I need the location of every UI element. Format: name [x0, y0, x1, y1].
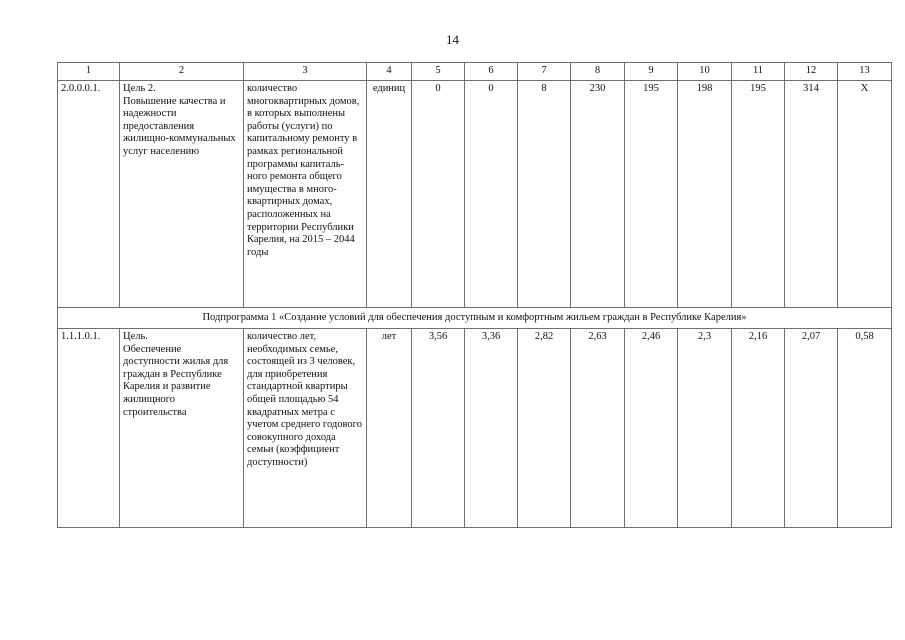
row-unit: единиц	[367, 81, 412, 308]
header-row	[58, 63, 892, 81]
header-cell: 9	[625, 63, 678, 81]
header-cell: 2	[120, 63, 244, 81]
row-goal: Цель. Обеспечение доступности жилья для граждан в Республике Карелия и развитие жилищного строительства	[120, 329, 244, 528]
header-cell: 4	[367, 63, 412, 81]
table-row	[58, 81, 892, 308]
header-cell: 8	[571, 63, 625, 81]
row-value: 0	[412, 81, 465, 308]
row-indicator: количество многоквартирных домов, в которых выполнены работы (услуги) по капитальному ремонту в рамках региональной программы капиталь-ного ремонта общего имущества в много-квартирных домах, расположенных на территории Республики Карелия, на 2015 – 2044 годы	[244, 81, 367, 308]
row-value: 2,63	[571, 329, 625, 528]
row-value: Х	[838, 81, 892, 308]
header-cell: 7	[518, 63, 571, 81]
indicators-table	[57, 62, 892, 528]
row-value: 195	[625, 81, 678, 308]
row-unit: лет	[367, 329, 412, 528]
row-value: 3,56	[412, 329, 465, 528]
header-cell: 5	[412, 63, 465, 81]
row-code: 1.1.1.0.1.	[58, 329, 120, 528]
table-row	[58, 329, 892, 528]
row-value: 198	[678, 81, 732, 308]
subprogram-row	[58, 308, 892, 329]
row-value: 2,3	[678, 329, 732, 528]
row-value: 8	[518, 81, 571, 308]
header-cell: 13	[838, 63, 892, 81]
row-goal: Цель 2. Повышение качества и надежности предоставления жилищно-коммунальных услуг населению	[120, 81, 244, 308]
header-cell: 11	[732, 63, 785, 81]
header-cell: 12	[785, 63, 838, 81]
row-code: 2.0.0.0.1.	[58, 81, 120, 308]
row-value: 314	[785, 81, 838, 308]
page-number: 14	[446, 32, 459, 47]
subprogram-title: Подпрограмма 1 «Создание условий для обеспечения доступным и комфортным жильем граждан в Республике Карелия»	[58, 308, 892, 329]
row-indicator: количество лет, необходимых семье, состоящей из 3 человек, для приобретения стандартной квартиры общей площадью 54 квадратных метра с учетом среднего годового совокупного дохода семьи (коэффициент доступности)	[244, 329, 367, 528]
header-cell: 3	[244, 63, 367, 81]
row-value: 2,16	[732, 329, 785, 528]
header-cell: 10	[678, 63, 732, 81]
row-value: 3,36	[465, 329, 518, 528]
row-value: 2,46	[625, 329, 678, 528]
row-value: 2,07	[785, 329, 838, 528]
header-cell: 6	[465, 63, 518, 81]
row-value: 0	[465, 81, 518, 308]
row-value: 0,58	[838, 329, 892, 528]
row-value: 230	[571, 81, 625, 308]
row-value: 195	[732, 81, 785, 308]
header-cell: 1	[58, 63, 120, 81]
row-value: 2,82	[518, 329, 571, 528]
